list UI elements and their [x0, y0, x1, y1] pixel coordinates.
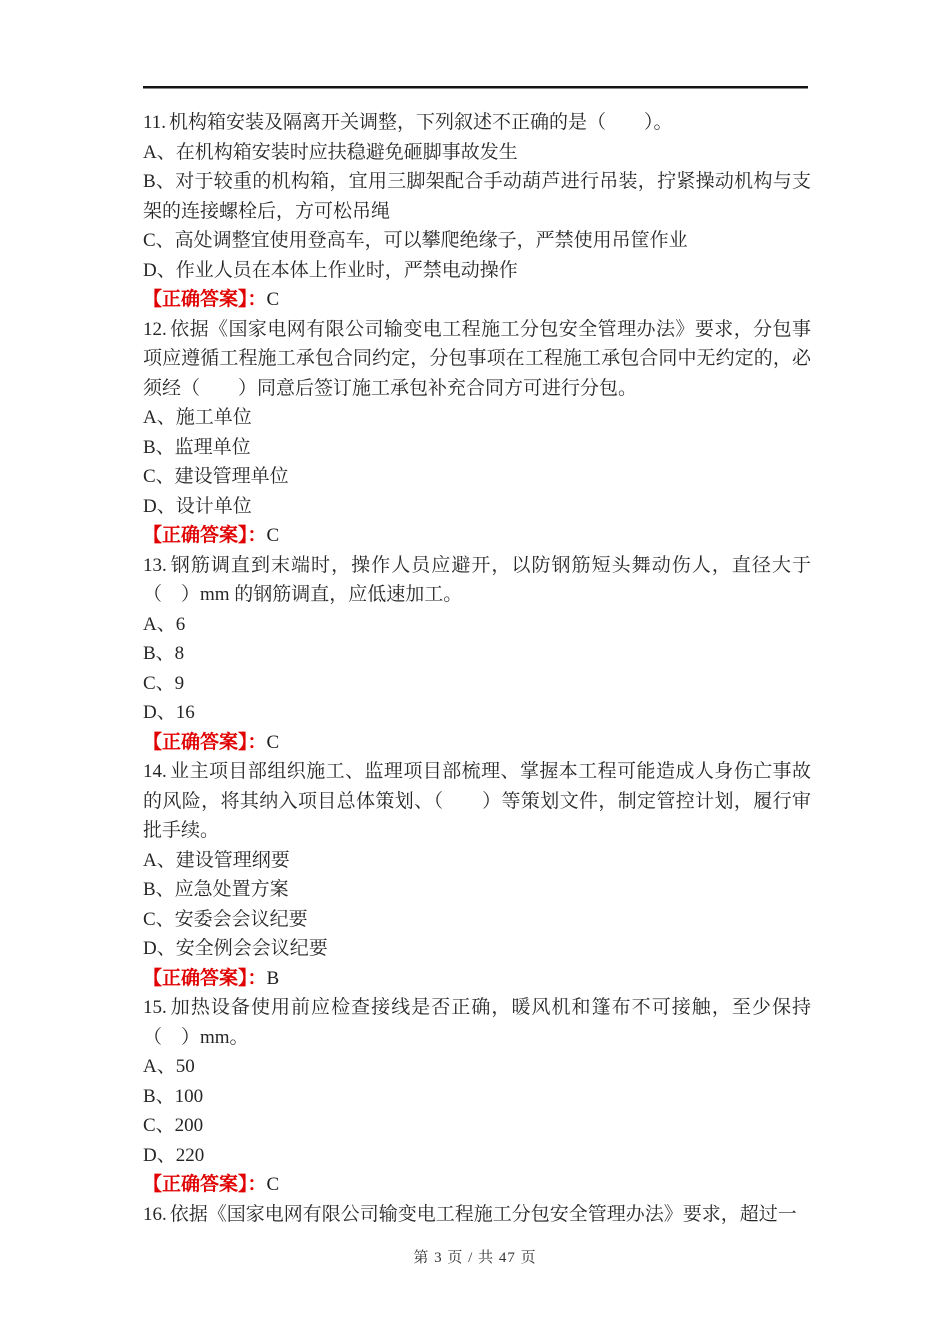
correct-answer-value: C [266, 289, 280, 310]
answer-line [143, 1170, 811, 1200]
option-item: A、50 [143, 1056, 195, 1077]
option-item: D、作业人员在本体上作业时，严禁电动操作 [143, 259, 518, 281]
question-list [143, 108, 811, 1229]
question-text [143, 315, 811, 404]
option-item: B、8 [143, 643, 185, 664]
question-number: 14. [143, 761, 167, 782]
option-item: A、在机构箱安装时应扶稳避免砸脚事故发生 [143, 141, 518, 163]
page-number-text: 第 3 页 / 共 47 页 [413, 1250, 537, 1266]
option-item: C、9 [143, 672, 185, 694]
option-item: C、建设管理单位 [143, 466, 289, 487]
question-text [143, 993, 811, 1052]
option-item: A、建设管理纲要 [143, 849, 290, 871]
option-item: B、监理单位 [143, 436, 251, 458]
option-item: D、16 [143, 702, 195, 723]
question-stem: 钢筋调直到末端时，操作人员应避开，以防钢筋短头舞动伤人，直径大于（ ）mm 的钢筋调直，应低速加工。 [143, 554, 811, 605]
question-block [143, 1200, 811, 1230]
question-stem: 加热设备使用前应检查接线是否正确，暖风机和篷布不可接触，至少保持（ ）mm。 [143, 997, 811, 1048]
correct-answer-label: 【正确答案】： [143, 1174, 267, 1195]
question-stem: 依据《国家电网有限公司输变电工程施工分包安全管理办法》要求，分包事项应遵循工程施工承包合同约定，分包事项在工程施工承包合同中无约定的，必须经（ ）同意后签订施工承包补充合同方可进行分包。 [143, 318, 811, 399]
option-item: D、安全例会会议纪要 [143, 938, 328, 959]
option-item: B、100 [143, 1085, 204, 1107]
question-text [143, 757, 811, 846]
option-item: A、6 [143, 613, 186, 635]
question-text [143, 1200, 811, 1230]
question-text [143, 108, 811, 138]
correct-answer-value: B [266, 967, 280, 989]
answer-line [143, 521, 811, 551]
answer-line [143, 728, 811, 758]
correct-answer-label: 【正确答案】： [143, 525, 267, 546]
option-item: C、200 [143, 1115, 204, 1136]
question-stem: 业主项目部组织施工、监理项目部梳理、掌握本工程可能造成人身伤亡事故的风险，将其纳入项目总体策划、（ ）等策划文件，制定管控计划，履行审批手续。 [143, 761, 811, 841]
question-block [143, 551, 811, 758]
option-item: B、对于较重的机构箱，宜用三脚架配合手动葫芦进行吊装，拧紧操动机构与支架的连接螺栓后，方可松吊绳 [143, 171, 811, 222]
option-item: C、高处调整宜使用登高车，可以攀爬绝缘子，严禁使用吊筐作业 [143, 230, 688, 251]
page-footer [0, 1248, 950, 1268]
header-divider [143, 86, 808, 89]
question-block [143, 108, 811, 315]
question-number: 15. [143, 997, 167, 1018]
option-item: D、220 [143, 1144, 205, 1166]
question-block [143, 757, 811, 993]
correct-answer-value: C [266, 525, 280, 546]
question-block [143, 315, 811, 551]
question-number: 11. [143, 112, 167, 133]
correct-answer-label: 【正确答案】： [143, 289, 267, 310]
option-item: A、施工单位 [143, 407, 252, 428]
question-stem: 机构箱安装及隔离开关调整，下列叙述不正确的是（ ）。 [169, 112, 673, 133]
option-item: C、安委会会议纪要 [143, 908, 308, 930]
question-number: 13. [143, 554, 167, 576]
answer-line [143, 285, 811, 315]
option-item: B、应急处置方案 [143, 879, 289, 900]
question-text [143, 551, 811, 610]
correct-answer-value: C [266, 1174, 280, 1195]
correct-answer-label: 【正确答案】： [143, 967, 267, 989]
question-number: 12. [143, 318, 167, 340]
option-item: D、设计单位 [143, 495, 252, 517]
question-block [143, 993, 811, 1200]
question-number: 16. [143, 1203, 167, 1225]
answer-line [143, 964, 811, 994]
correct-answer-value: C [266, 731, 280, 753]
correct-answer-label: 【正确答案】： [143, 731, 267, 753]
question-stem: 依据《国家电网有限公司输变电工程施工分包安全管理办法》要求，超过一 [169, 1203, 797, 1225]
